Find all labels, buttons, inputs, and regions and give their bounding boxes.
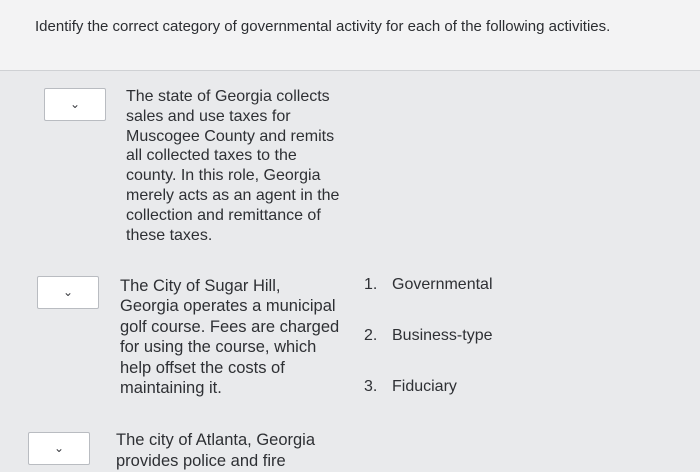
option-label: Business-type bbox=[392, 327, 493, 344]
category-select-1[interactable] bbox=[44, 88, 106, 121]
activity-description-2: The City of Sugar Hill, Georgia operates a municipal golf course. Fees are charged for using the course, which help offset the costs of maintaining it. bbox=[120, 277, 340, 398]
option-fiduciary bbox=[364, 378, 457, 396]
question-header bbox=[0, 0, 700, 71]
activity-description-3: The city of Atlanta, Georgia provides police and fire bbox=[116, 431, 316, 470]
option-governmental bbox=[364, 276, 493, 294]
option-number: 1. bbox=[364, 276, 378, 293]
option-number: 2. bbox=[364, 327, 378, 344]
option-label: Governmental bbox=[392, 276, 493, 293]
chevron-down-icon: ⌄ bbox=[69, 97, 81, 111]
category-select-3[interactable] bbox=[28, 432, 90, 465]
option-number: 3. bbox=[364, 378, 378, 395]
activity-description-1: The state of Georgia collects sales and use taxes for Muscogee County and remits all collected taxes to the county. In this role, Georgia merely acts as an agent in the collection and remittance of these taxes. bbox=[126, 88, 340, 244]
category-select-2[interactable] bbox=[37, 276, 99, 309]
question-prompt: Identify the correct category of governmental activity for each of the following activities. bbox=[35, 18, 611, 35]
option-label: Fiduciary bbox=[392, 378, 457, 395]
chevron-down-icon: ⌄ bbox=[62, 285, 74, 299]
option-business-type bbox=[364, 327, 493, 345]
chevron-down-icon: ⌄ bbox=[53, 441, 65, 455]
